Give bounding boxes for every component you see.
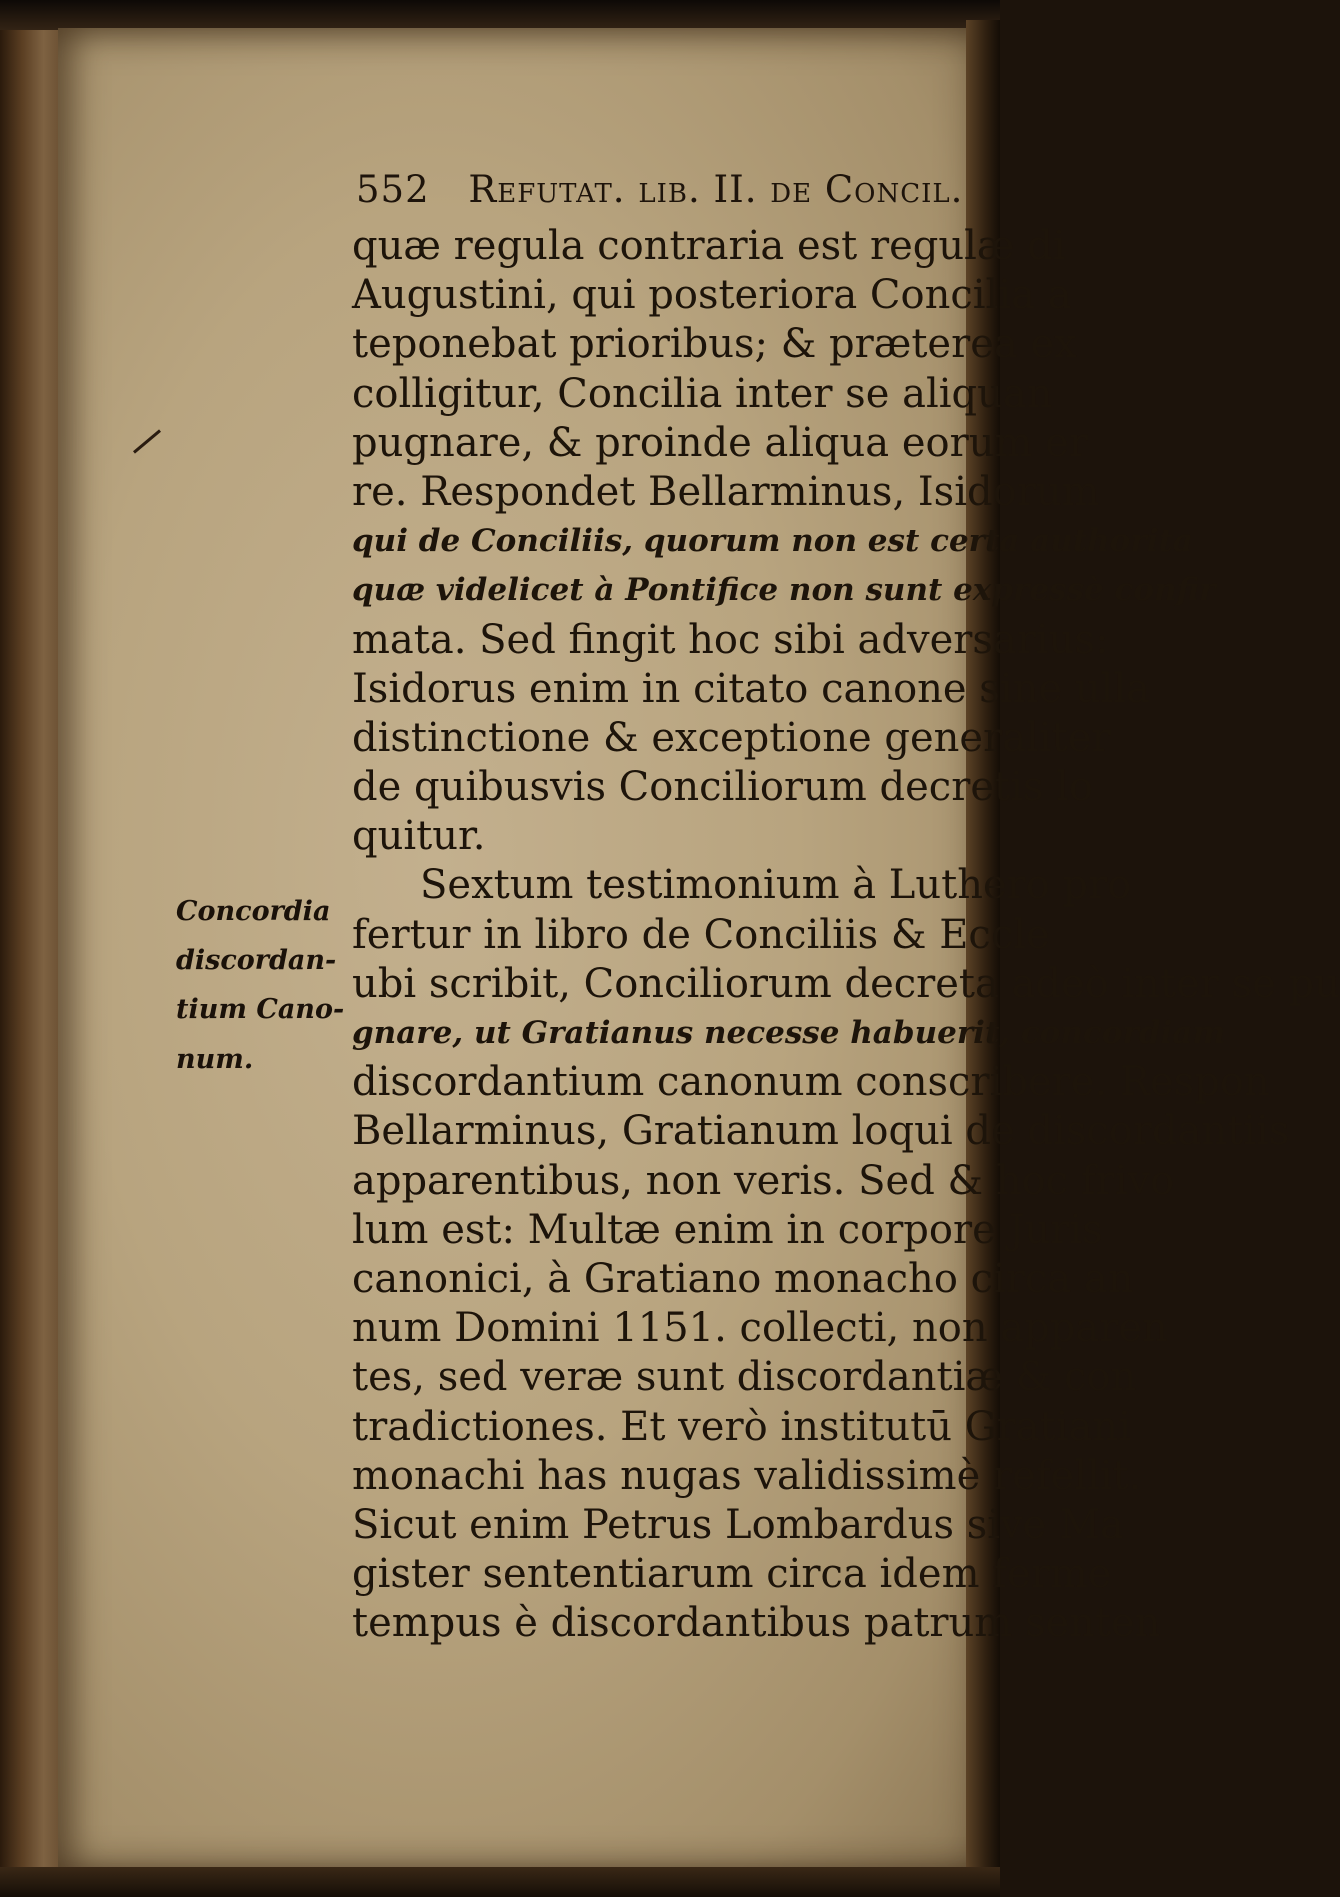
text-line: distinctione & exceptione generaliter [352,714,1111,761]
text-line: Bellarminus, Gratianum loqui de discordantiis [352,1108,1290,1155]
text-line: de quibusvis Conciliorum decretis lo [352,764,1093,811]
text-line: lum est: Multæ enim in corpore Juris [352,1206,1103,1253]
marginal-note-line: tium Cano- [176,994,345,1026]
text-line: canonici, à Gratiano monacho circa an [352,1255,1134,1302]
text-line: quæ regula contraria est regulæ di [352,223,1066,269]
text-line-italic: quæ videlicet à Pontifice non sunt expressè confir [352,572,1216,609]
body-text [352,222,1340,1648]
marginal-note-line: num. [176,1043,254,1075]
text-line: teponebat prioribus; & præterea ex [352,321,1077,368]
text-line: tradictiones. Et verò institutū Gratiani [352,1403,1131,1450]
paragraph-start-line: Sextum testimonium à Luthero pro [420,862,1132,909]
text-line: monachi has nugas validissimè refellit. [352,1452,1142,1499]
text-line: colligitur, Concilia inter se aliquan [352,370,1053,417]
text-line: Augustini, qui posteriora Concilia a [352,272,1072,319]
text-line: num Domini 1151. collecti, non apparen [352,1305,1168,1352]
text-line: tes, sed veræ sunt discordantiæ & con [352,1354,1137,1401]
text-line: Isidorus enim in citato canone sine ulla [352,665,1150,712]
text-line: re. Respondet Bellarminus, Isidorum [352,468,1100,515]
bottom-edge [0,1867,1000,1897]
book-spine-edge [0,30,62,1870]
text-line-italic: gnare, ut Gratianus necesse habuerit, concordiam [352,1015,1226,1051]
text-line: discordantium canonum conscribere. Respon [352,1059,1270,1106]
text-line: gister sententiarum circa idem ferme [352,1551,1112,1598]
running-head [356,168,986,220]
text-line: apparentibus, non veris. Sed & hoc frivo [352,1157,1175,1204]
text-line: mata. Sed fingit hoc sibi adversarius: [352,616,1109,663]
marginal-note [176,887,351,1084]
text-line: ubi scribit, Conciliorum decreta adeò inter se pu [352,960,1340,1007]
text-line: pugnare, & proinde aliqua eorum er [352,419,1088,466]
text-line: Sicut enim Petrus Lombardus sive Ma [352,1501,1124,1548]
text-line-italic: qui de Conciliis, quorum non est certa authorita [352,523,1193,560]
text-line: tempus è discordantibus patrum senten [352,1600,1161,1647]
running-title: Refutat. lib. II. de Concil. [468,168,964,211]
marginal-note-line: discordan- [176,945,337,977]
text-line: fertur in libro de Conciliis & Eccle [352,911,1050,958]
page-number: 552 [356,168,430,211]
marginal-note-line: Concordia [176,896,331,927]
text-line: quitur. [352,813,486,860]
